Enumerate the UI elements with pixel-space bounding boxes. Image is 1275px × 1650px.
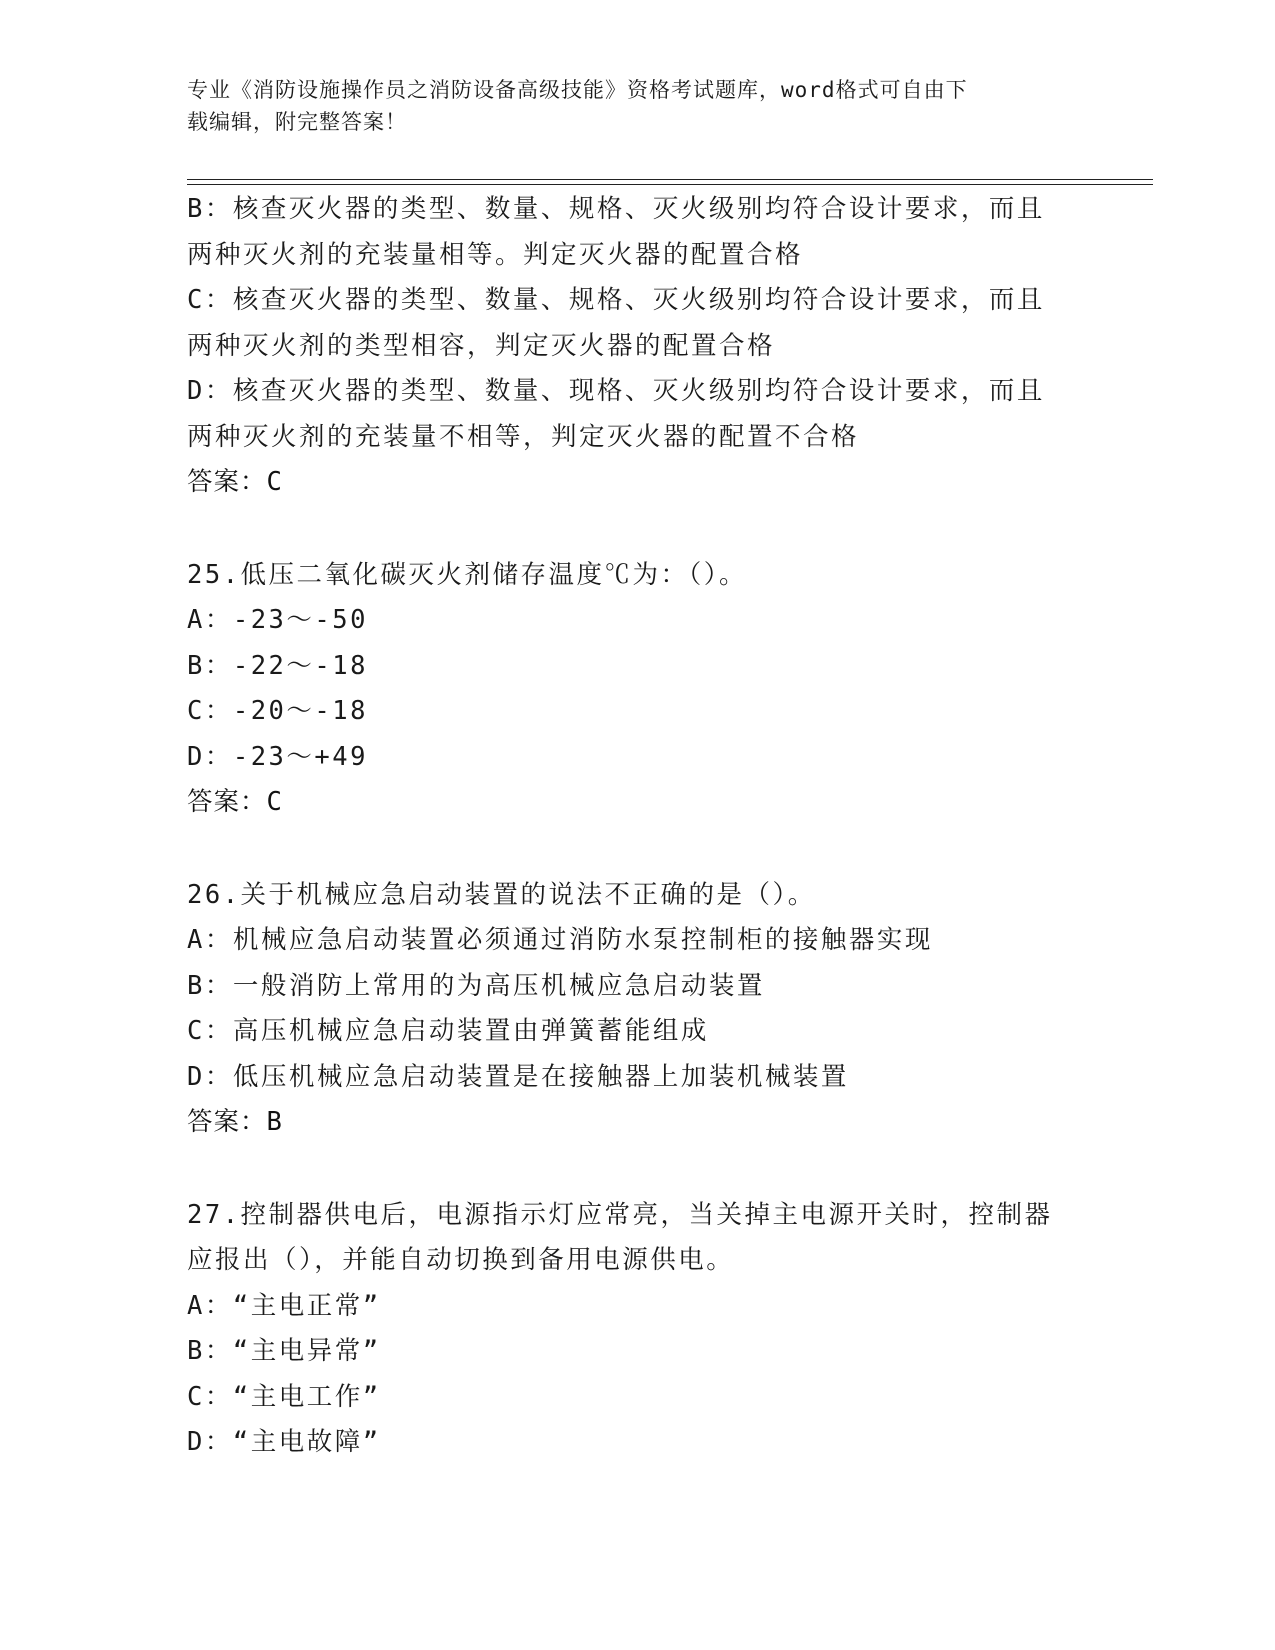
page-header [187,74,1067,138]
option-c-line-1: C：核查灭火器的类型、数量、规格、灭火级别均符合设计要求，而且 [187,285,1045,315]
question-26-option-b: B：一般消防上常用的为高压机械应急启动装置 [187,970,765,1001]
question-27-stem-line-2: 应报出（），并能自动切换到备用电源供电。 [187,1245,735,1275]
spacer [187,1146,1087,1193]
header-line-1: 专业《消防设施操作员之消防设备高级技能》资格考试题库，word格式可自由下 [187,78,968,102]
answer-26: 答案：B [187,1107,283,1137]
question-26-option-c: C：高压机械应急启动装置由弹簧蓄能组成 [187,1016,709,1046]
question-26-option-d: D：低压机械应急启动装置是在接触器上加装机械装置 [187,1061,849,1092]
option-b-line-1: B：核查灭火器的类型、数量、规格、灭火级别均符合设计要求，而且 [187,194,1045,224]
question-25-option-d: D：-23～+49 [187,741,368,772]
question-26-stem: 26.关于机械应急启动装置的说法不正确的是（）。 [187,879,816,910]
question-26-option-a: A：机械应急启动装置必须通过消防水泵控制柜的接触器实现 [187,925,933,955]
question-25-stem: 25.低压二氧化碳灭火剂储存温度℃为：（）。 [187,559,748,590]
header-divider-top [187,179,1153,180]
answer-25: 答案：C [187,787,283,817]
question-26 [187,873,1087,1146]
question-27-option-d: D：“主电故障” [187,1427,381,1457]
option-d-line-2: 两种灭火剂的充装量不相等，判定灭火器的配置不合格 [187,421,860,452]
question-27-option-a: A：“主电正常” [187,1290,381,1321]
spacer [187,826,1087,873]
question-24-continued [187,187,1087,506]
option-c-line-2: 两种灭火剂的类型相容，判定灭火器的配置合格 [187,330,776,361]
question-25-option-b: B：-22～-18 [187,650,368,681]
question-27-option-c: C：“主电工作” [187,1381,381,1412]
option-b-line-2: 两种灭火剂的充装量相等。判定灭火器的配置合格 [187,239,804,270]
question-25-option-c: C：-20～-18 [187,696,368,726]
question-27-option-b: B：“主电异常” [187,1336,381,1366]
question-25 [187,553,1087,826]
header-divider-bottom [187,184,1153,185]
option-d-line-1: D：核查灭火器的类型、数量、现格、灭火级别均符合设计要求，而且 [187,376,1045,406]
header-line-2: 载编辑，附完整答案！ [187,110,407,134]
spacer [187,506,1087,553]
question-27-stem-line-1: 27.控制器供电后，电源指示灯应常亮，当关掉主电源开关时，控制器 [187,1199,1053,1230]
question-27 [187,1193,1087,1466]
answer-24: 答案：C [187,467,283,497]
question-content [187,187,1087,1466]
question-25-option-a: A：-23～-50 [187,605,368,635]
